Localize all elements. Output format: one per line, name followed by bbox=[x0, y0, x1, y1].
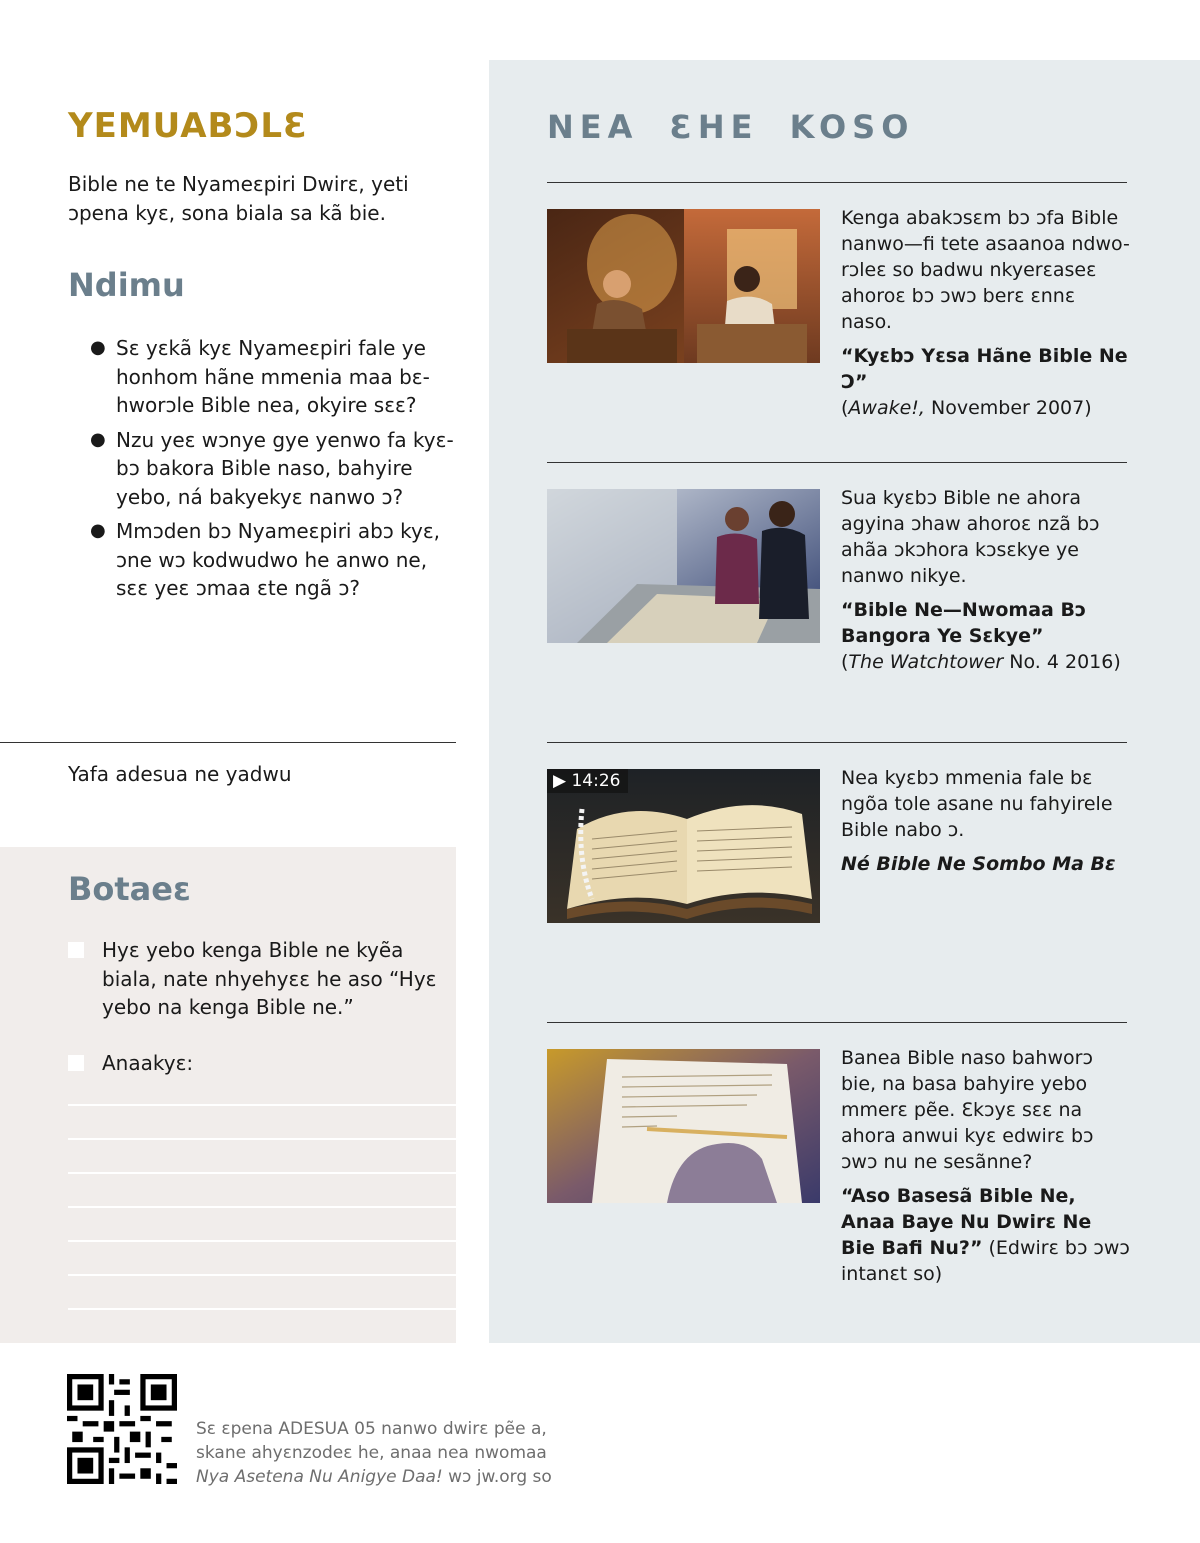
my-progress-label: Yafa adesua ne yadwu bbox=[68, 762, 292, 786]
review-question: ● Nzu yeɛ wɔnye gye yenwo fa kyɛ-bɔ bakora Bible naso, bahyire yebo, ná bakyekyɛ nanwo ɔ? bbox=[90, 427, 454, 509]
review-question: ● Sɛ yɛkã kyɛ Nyameɛpiri fale ye honhom hãne mmenia maa bɛ-hworɔle Bible nea, okyire sɛɛ? bbox=[90, 336, 430, 417]
summary-heading: YEMUABƆLƐ bbox=[68, 106, 308, 146]
explore-heading: NEA ƐHE KOSO bbox=[547, 108, 915, 146]
write-line[interactable] bbox=[68, 1274, 456, 1276]
divider bbox=[0, 742, 456, 743]
footer-note: Sɛ ɛpena ADESUA 05 nanwo dwirɛ pẽe a, skane ahyɛnzodeɛ he, anaa nea nwomaa Nya Asetena Nu Anigye Daa! wɔ jw.org so bbox=[196, 1419, 552, 1487]
divider bbox=[547, 462, 1127, 463]
review-questions bbox=[90, 334, 460, 609]
entry-video: Nea kyɛbɔ mmenia fale bɛ ngõa tole asane nu fahyirele Bible nabo ɔ. Né Bible Ne Sombo Ma Bɛ bbox=[841, 765, 1131, 877]
write-line[interactable] bbox=[68, 1308, 456, 1310]
review-question: ● Mmɔden bɔ Nyameɛpiri abɔ kyɛ, ɔne wɔ kodwudwo he anwo ne, sɛɛ yeɛ ɔmaa ɛte ngã ɔ? bbox=[90, 519, 441, 600]
entry-title[interactable]: “Kyɛbɔ Yɛsa Hãne Bible Ne Ɔ” (Awake!, November 2007) bbox=[841, 345, 1128, 419]
entry-article-1: Kenga abakɔsɛm bɔ ɔfa Bible nanwo—fi tete asaanoa ndwo-rɔleɛ so badwu nkyerɛaseɛ ahoroɛ bɔ ɔwɔ berɛ ɛnnɛ naso. “Kyɛbɔ Yɛsa Hãne Bible Ne Ɔ” (Awake!, November 2007) bbox=[841, 207, 1130, 419]
entry-image-scribes[interactable] bbox=[547, 209, 820, 363]
write-line[interactable] bbox=[68, 1206, 456, 1208]
entry-video-thumbnail[interactable] bbox=[547, 769, 820, 923]
entry-title[interactable]: “Aso Basesã Bible Ne, Anaa Baye Nu Dwirɛ Ne Bie Bafi Nu?” (Edwirɛ bɔ ɔwɔ intanɛt so) bbox=[841, 1185, 1130, 1285]
entry-title[interactable]: “Bible Ne—Nwomaa Bɔ Bangora Ye Sɛkye” (The Watchtower No. 4 2016) bbox=[841, 599, 1121, 673]
entry-image-museum[interactable] bbox=[547, 489, 820, 643]
video-duration-badge: ▶ 14:26 bbox=[547, 769, 628, 793]
bullet-icon: ● bbox=[90, 428, 106, 450]
entry-article-2: Sua kyɛbɔ Bible ne ahora agyina ɔhaw ahoroɛ nzã bɔ ahãa ɔkɔhora kɔsɛkye ye nanwo nikye. “Bible Ne—Nwomaa Bɔ Bangora Ye Sɛkye” (The Watchtower No. 4 2016) bbox=[841, 485, 1131, 675]
write-line[interactable] bbox=[68, 1240, 456, 1242]
goal-box bbox=[0, 847, 456, 1343]
divider bbox=[547, 742, 1127, 743]
checkbox[interactable] bbox=[68, 942, 84, 958]
bullet-icon: ● bbox=[90, 337, 106, 358]
qr-code-icon[interactable] bbox=[67, 1374, 177, 1484]
divider bbox=[547, 1022, 1127, 1023]
write-line[interactable] bbox=[68, 1138, 456, 1140]
goal-task-1: Hyɛ yebo kenga Bible ne kyẽa biala, nate nhyehyɛɛ he aso “Hyɛ yebo na kenga Bible ne.” bbox=[68, 936, 448, 1022]
summary-text: Bible ne te Nyameɛpiri Dwirɛ, yeti ɔpena kyɛ, sona biala sa kã bie. bbox=[68, 172, 409, 225]
write-line[interactable] bbox=[68, 1104, 456, 1106]
bullet-icon: ● bbox=[90, 520, 106, 541]
checkbox[interactable] bbox=[68, 1055, 84, 1071]
entry-article-3: Banea Bible naso bahworɔ bie, na basa bahyire yebo mmerɛ pẽe. Ɛkɔyɛ sɛɛ na ahora anwui kyɛ edwirɛ bɔ ɔwɔ nu ne sesãnne? “Aso Basesã Bible Ne, Anaa Baye Nu Dwirɛ Ne Bie Bafi Nu?” (Edwirɛ bɔ ɔwɔ intanɛt so) bbox=[841, 1047, 1130, 1285]
entry-title[interactable]: Né Bible Ne Sombo Ma Bɛ bbox=[841, 853, 1116, 875]
play-icon: ▶ bbox=[553, 771, 572, 791]
entry-image-manuscript[interactable] bbox=[547, 1049, 820, 1203]
divider bbox=[547, 182, 1127, 183]
write-line[interactable] bbox=[68, 1172, 456, 1174]
review-heading: Ndimu bbox=[68, 266, 185, 304]
goal-heading: Botaeɛ bbox=[68, 870, 191, 908]
goal-task-2: Anaakyɛ: bbox=[68, 1049, 448, 1078]
